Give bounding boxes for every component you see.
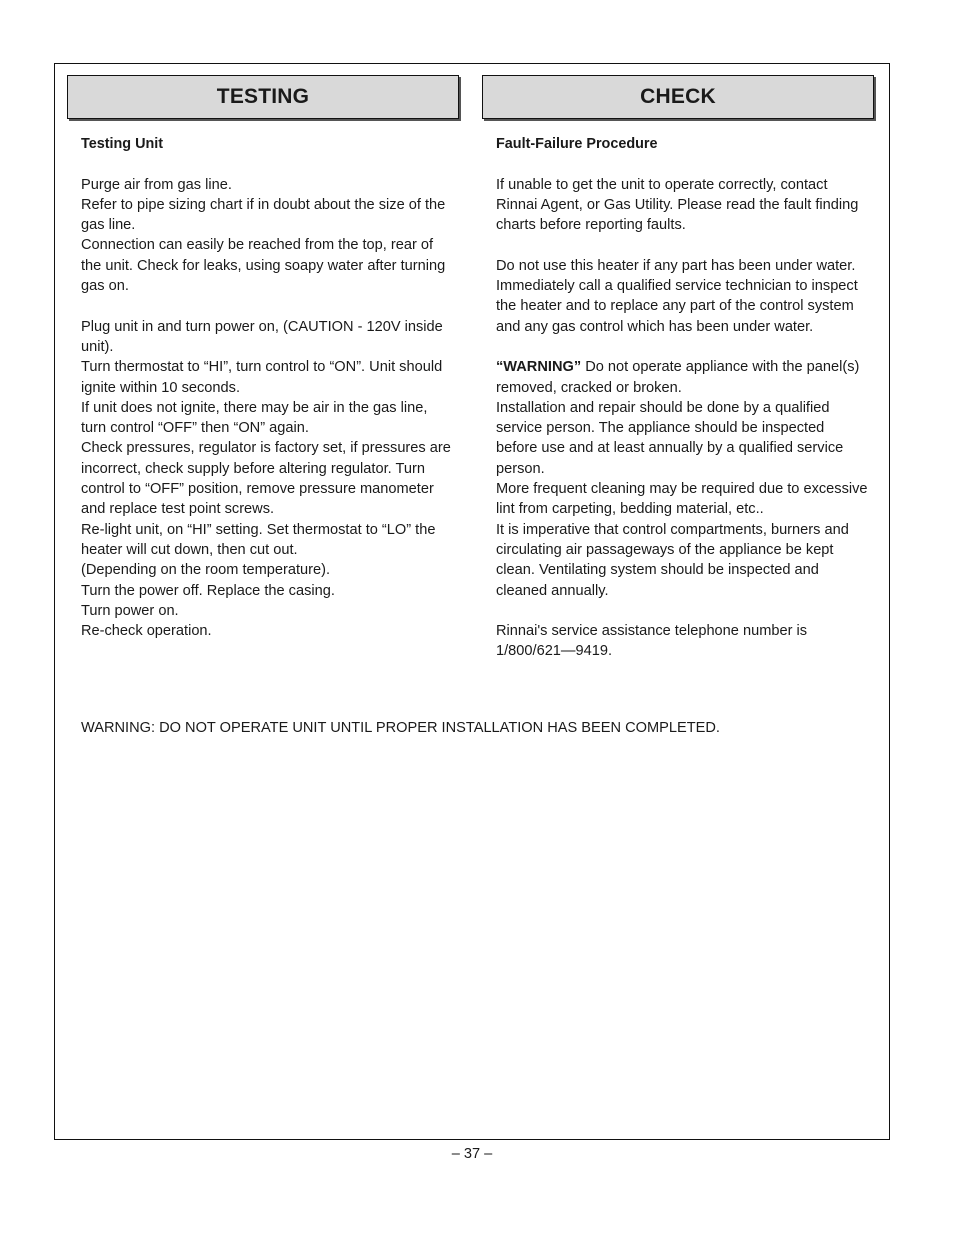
testing-line: If unit does not ignite, there may be air in the gas line, turn control “OFF” then “ON” again. xyxy=(81,399,428,437)
warning-label: “WARNING” xyxy=(496,359,582,376)
check-line: More frequent cleaning may be required due to excessive lint from carpeting, bedding material, etc.. xyxy=(496,481,868,518)
check-header xyxy=(482,75,874,119)
check-paragraph: Do not use this heater if any part has been under water. Immediately call a qualified service technician to inspect the heater and to replace any part of the control system and any gas control which has been under water. xyxy=(496,257,858,335)
testing-unit-heading: Testing Unit xyxy=(81,136,164,152)
phone-paragraph: Rinnai's service assistance telephone number is 1/800/621—9419. xyxy=(496,623,808,660)
check-column xyxy=(496,134,868,662)
testing-line: (Depending on the room temperature). xyxy=(81,562,331,579)
testing-header-label: TESTING xyxy=(216,85,310,108)
check-paragraph: If unable to get the unit to operate correctly, contact Rinnai Agent, or Gas Utility. Please read the fault finding charts before reporting faults. xyxy=(496,176,859,234)
testing-column xyxy=(81,134,453,641)
testing-line: Connection can easily be reached from the top, rear of the unit. Check for leaks, using soapy water after turning gas on. xyxy=(81,237,446,295)
page-number: – 37 – xyxy=(451,1146,493,1162)
warning-text: Do not operate appliance with the panel(s) removed, cracked or broken. xyxy=(496,359,860,396)
installation-warning: WARNING: DO NOT OPERATE UNIT UNTIL PROPER INSTALLATION HAS BEEN COMPLETED. xyxy=(81,720,720,736)
check-line: Installation and repair should be done by a qualified service person. The appliance should be inspected before use and at least annually by a qualified service person. xyxy=(496,399,844,477)
testing-line: Refer to pipe sizing chart if in doubt about the size of the gas line. xyxy=(81,196,446,234)
testing-line: Purge air from gas line. xyxy=(81,176,232,193)
warning-paragraph xyxy=(496,357,868,398)
testing-line: Turn thermostat to “HI”, turn control to “ON”. Unit should ignite within 10 seconds. xyxy=(81,359,443,396)
check-line: It is imperative that control compartments, burners and circulating air passageways of the appliance be kept clean. Ventilating system should be inspected and cleaned annually. xyxy=(496,521,849,599)
testing-line: Plug unit in and turn power on, (CAUTION - 120V inside unit). xyxy=(81,318,443,355)
testing-header xyxy=(67,75,459,119)
fault-failure-heading: Fault-Failure Procedure xyxy=(496,136,658,152)
testing-line: Check pressures, regulator is factory set, if pressures are incorrect, check supply before altering regulator. Turn control to “OFF” position, remove pressure manometer and replace test point screws. xyxy=(81,440,451,518)
testing-line: Turn power on. xyxy=(81,602,179,619)
testing-line: Turn the power off. Replace the casing. xyxy=(81,582,335,599)
testing-line: Re-light unit, on “HI” setting. Set thermostat to “LO” the heater will cut down, then cut out. xyxy=(81,521,436,558)
check-header-label: CHECK xyxy=(640,85,716,108)
testing-line: Re-check operation. xyxy=(81,623,212,640)
